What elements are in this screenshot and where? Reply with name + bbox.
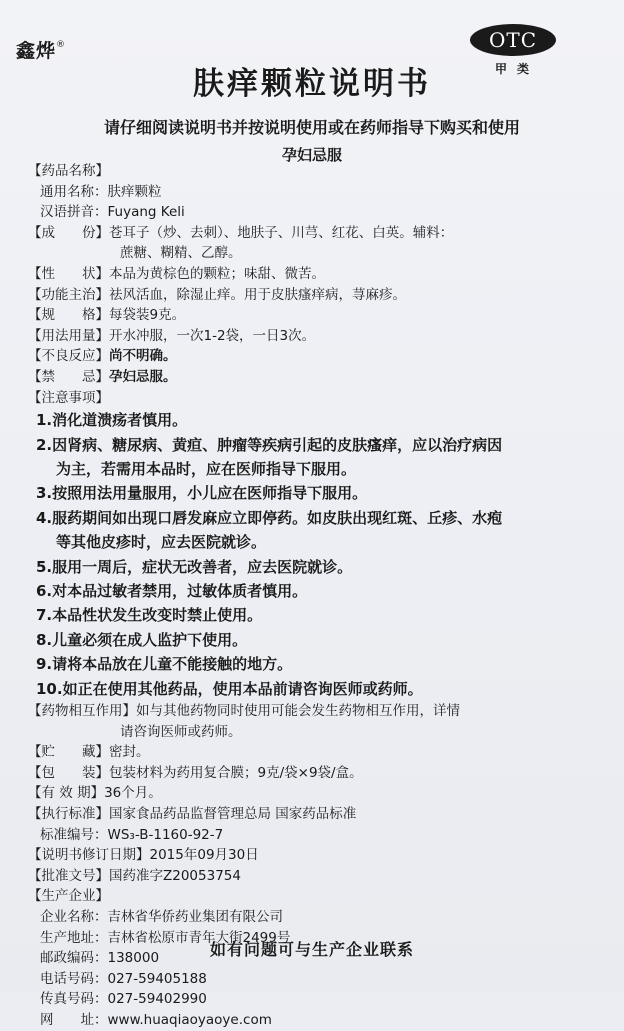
- otc-class-label: 甲类: [494, 62, 539, 76]
- pregnancy-warning: 孕妇忌服: [281, 146, 342, 164]
- address-label: 生产地址：: [40, 929, 108, 946]
- contact-notice: 如有问题可与生产企业联系: [209, 940, 414, 959]
- contraindications-label: 【禁 忌】: [28, 368, 109, 385]
- standard-row: [28, 804, 608, 825]
- standard-label: 【执行标准】: [28, 805, 109, 822]
- contraindications-row: [28, 367, 608, 388]
- otc-badge: OTC: [470, 24, 556, 56]
- pinyin-row: [28, 202, 608, 223]
- storage-row: [28, 742, 608, 763]
- fax-label: 传真号码：: [40, 991, 108, 1008]
- approval-label: 【批准文号】: [28, 867, 109, 884]
- precaution-item: 1.消化道溃疡者慎用。: [36, 411, 188, 430]
- precaution-item-cont: 为主，若需用本品时，应在医师指导下服用。: [56, 459, 357, 478]
- adverse-label: 【不良反应】: [28, 348, 109, 365]
- phone-row: [28, 969, 608, 990]
- registered-mark: ®: [56, 40, 67, 50]
- adverse-value: 尚不明确。: [109, 348, 177, 365]
- approval-value: 国药准字Z20053754: [109, 867, 241, 884]
- indications-row: [28, 285, 608, 306]
- precaution-item: 8.儿童必须在成人监护下使用。: [36, 630, 248, 649]
- indications-value: 祛风活血，除湿止痒。用于皮肤瘙痒病，荨麻疹。: [109, 286, 406, 303]
- character-label: 【性 状】: [28, 265, 109, 282]
- composition-row: [28, 223, 608, 244]
- common-name-value: 肤痒颗粒: [107, 183, 162, 200]
- adverse-row: [28, 346, 608, 367]
- zip-value: 138000: [107, 950, 160, 967]
- validity-row: [28, 783, 608, 804]
- fax-row: [28, 989, 608, 1010]
- interactions-label: 【药物相互作用】: [28, 703, 136, 719]
- precautions-heading: 【注意事项】: [28, 389, 109, 406]
- dosage-label: 【用法用量】: [28, 327, 109, 344]
- precaution-item: 7.本品性状发生改变时禁止使用。: [36, 606, 263, 625]
- precaution-item: 6.对本品过敏者禁用，过敏体质者慎用。: [36, 581, 308, 600]
- composition-value: 苍耳子（炒、去刺）、地肤子、川芎、红花、白英。辅料：: [109, 224, 454, 241]
- precaution-item: 4.服药期间如出现口唇发麻应立即停药。如皮肤出现红斑、丘疹、水疱: [36, 508, 503, 527]
- fax-value: 027-59402990: [107, 991, 207, 1008]
- contraindications-value: 孕妇忌服。: [109, 368, 177, 385]
- interactions-row: [28, 701, 608, 722]
- address-value: 吉林省松原市青年大街2499号: [107, 929, 291, 946]
- precaution-item: 9.请将本品放在儿童不能接触的地方。: [36, 655, 293, 674]
- drug-name-heading: 【药品名称】: [28, 163, 109, 179]
- revision-row: [28, 845, 608, 866]
- storage-value: 密封。: [109, 744, 150, 761]
- website-row: [28, 1010, 608, 1031]
- pinyin-value: Fuyang Keli: [107, 204, 185, 221]
- character-value: 本品为黄棕色的颗粒；味甜、微苦。: [109, 265, 325, 282]
- phone-label: 电话号码：: [40, 970, 108, 987]
- standard-value: 国家食品药品监督管理总局 国家药品标准: [109, 805, 357, 822]
- dosage-row: [28, 326, 608, 347]
- manufacturer-heading: 【生产企业】: [28, 888, 109, 905]
- precaution-item: 5.服用一周后，症状无改善者，应去医院就诊。: [36, 557, 353, 576]
- website-value: www.huaqiaoyaoye.com: [107, 1011, 272, 1028]
- composition-cont: 蔗糖、糊精、乙醇。: [120, 245, 242, 262]
- interactions-cont: 请咨询医师或药师。: [120, 723, 242, 740]
- usage-notice: 请仔细阅读说明书并按说明使用或在药师指导下购买和使用: [103, 118, 520, 137]
- leaflet-body: [28, 161, 608, 1031]
- precaution-item: 2.因肾病、糖尿病、黄疸、肿瘤等疾病引起的皮肤瘙痒，应以治疗病因: [36, 435, 503, 454]
- composition-label: 【成 份】: [28, 224, 109, 241]
- company-name-value: 吉林省华侨药业集团有限公司: [107, 908, 283, 925]
- revision-value: 2015年09月30日: [149, 847, 259, 864]
- common-name-row: [28, 182, 608, 203]
- precaution-item: 3.按照用法用量服用，小儿应在医师指导下服用。: [36, 484, 368, 503]
- character-row: [28, 264, 608, 285]
- revision-label: 【说明书修订日期】: [28, 847, 150, 864]
- package-row: [28, 763, 608, 784]
- specification-label: 【规 格】: [28, 307, 109, 324]
- storage-label: 【贮 藏】: [28, 744, 109, 761]
- zip-label: 邮政编码：: [40, 950, 108, 967]
- indications-label: 【功能主治】: [28, 286, 109, 303]
- approval-row: [28, 866, 608, 887]
- validity-label: 【有 效 期】: [28, 785, 105, 802]
- pinyin-label: 汉语拼音：: [40, 204, 108, 221]
- website-label: 网 址：: [40, 1011, 108, 1028]
- validity-value: 36个月。: [104, 785, 162, 802]
- interactions-value: 如与其他药物同时使用可能会发生药物相互作用，详情: [136, 703, 460, 719]
- precaution-item-cont: 等其他皮疹时，应去医院就诊。: [56, 533, 267, 552]
- package-label: 【包 装】: [28, 764, 109, 781]
- dosage-value: 开水冲服，一次1-2袋，一日3次。: [109, 327, 316, 344]
- company-name-row: [28, 907, 608, 928]
- standard-number: 标准编号：WS₃-B-1160-92-7: [40, 826, 224, 843]
- precautions-list: [28, 408, 608, 701]
- brand-logo-text: 鑫烨: [16, 40, 57, 62]
- package-value: 包装材料为药用复合膜；9克/袋×9袋/盒。: [109, 764, 363, 781]
- precaution-item: 10.如正在使用其他药品，使用本品前请咨询医师或药师。: [36, 679, 423, 698]
- company-name-label: 企业名称：: [40, 908, 108, 925]
- phone-value: 027-59405188: [107, 970, 207, 987]
- specification-value: 每袋装9克。: [109, 307, 186, 324]
- specification-row: [28, 305, 608, 326]
- common-name-label: 通用名称：: [40, 183, 108, 200]
- page-title: 肤痒颗粒说明书: [193, 66, 431, 102]
